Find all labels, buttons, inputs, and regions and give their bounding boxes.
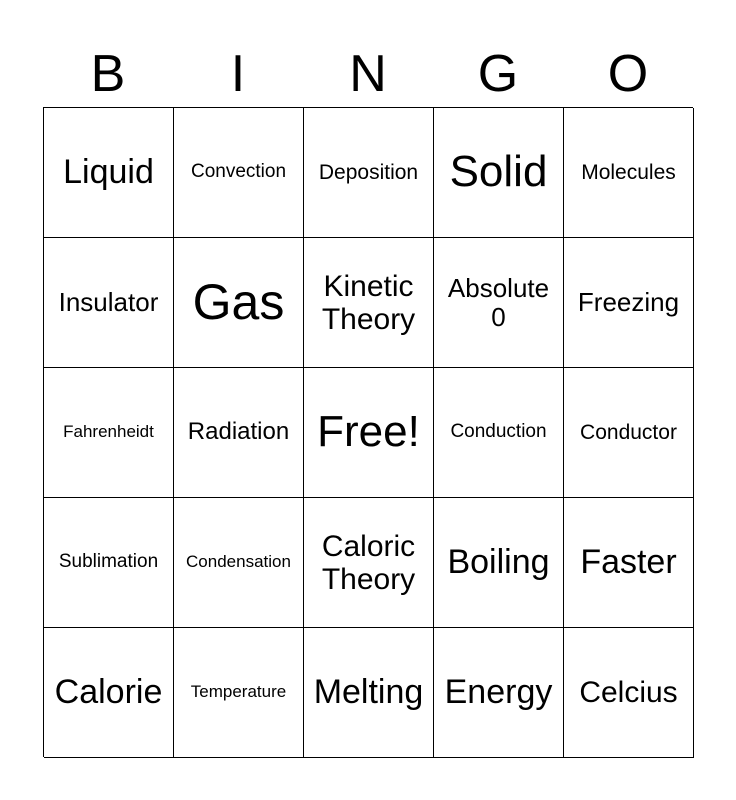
bingo-cell[interactable]: Faster [564,498,694,628]
header-letter-i: I [230,45,246,103]
header-letter-n: N [349,45,387,103]
bingo-cell[interactable]: Melting [304,628,434,758]
header-letter-b: B [90,45,126,103]
bingo-cell[interactable]: Fahrenheidt [44,368,174,498]
bingo-cell[interactable]: Molecules [564,108,694,238]
bingo-cell[interactable]: Condensation [174,498,304,628]
bingo-cell[interactable]: Conductor [564,368,694,498]
bingo-cell[interactable]: Energy [434,628,564,758]
bingo-cell[interactable]: Freezing [564,238,694,368]
bingo-cell[interactable]: Conduction [434,368,564,498]
bingo-cell[interactable]: Liquid [44,108,174,238]
bingo-cell[interactable]: Deposition [304,108,434,238]
bingo-cell[interactable]: Radiation [174,368,304,498]
bingo-cell[interactable]: Caloric Theory [304,498,434,628]
bingo-cell[interactable]: Calorie [44,628,174,758]
bingo-cell[interactable]: Insulator [44,238,174,368]
bingo-cell[interactable]: Boiling [434,498,564,628]
bingo-cell[interactable]: Absolute 0 [434,238,564,368]
header-letter-o: O [607,45,649,103]
header-letter-g: G [477,45,519,103]
bingo-cell[interactable]: Gas [174,238,304,368]
bingo-cell[interactable]: Temperature [174,628,304,758]
free-space-cell[interactable]: Free! [304,368,434,498]
bingo-cell[interactable]: Convection [174,108,304,238]
bingo-board [43,107,693,757]
bingo-cell[interactable]: Kinetic Theory [304,238,434,368]
bingo-header [43,40,693,108]
bingo-cell[interactable]: Celcius [564,628,694,758]
bingo-cell[interactable]: Sublimation [44,498,174,628]
bingo-cell[interactable]: Solid [434,108,564,238]
